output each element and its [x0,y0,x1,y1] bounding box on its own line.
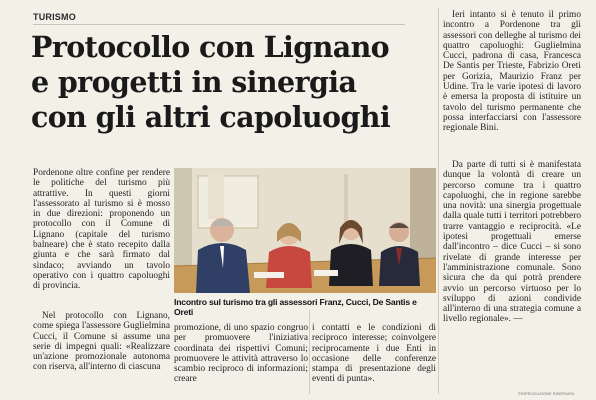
headline-line-1: Protocollo con Lignano [31,30,390,64]
middle-paragraph-1: promozione, di uno spazio congruo per promuovere l'iniziativa coordinata dei rispettivi Comuni; promuovere le attività attraverso lo scambio reciproco di informazioni; creare [174,323,308,385]
copyright-credit: ©RIPRODUZIONE RISERVATA [518,391,575,396]
middle-column-1 [174,323,308,385]
headline [31,30,411,135]
section-label: TURISMO [33,12,76,22]
middle-paragraph-2: i contatti e le condizioni di reciproco interesse; coinvolgere reciprocamente i due Enti in occasione delle conferenze stampa di presentazione degli eventi di punta». [312,323,436,385]
headline-line-3: con gli altri capoluoghi [31,100,391,134]
left-paragraph-2: Nel protocollo con Lignano, come spiega l'assessore Guglielmina Cucci, il Comune si assume una serie di impegni quali: «Realizzare un'azione promozionale autonoma con riserva, all'interno di ciascuna [33,311,170,373]
right-column [443,10,581,134]
headline-line-2: e progetti in sinergia [31,65,357,99]
column-divider [309,310,310,394]
right-paragraph-1: Ieri intanto si è tenuto il primo incontro a Pordenone tra gli assessori con delleghe al turismo dei quattro capoluoghi: Guglielmina Cucci, padrona di casa, Francesca De Santis per Trieste, Fabrizio Oreti per Gorizia, Maurizio Franz per Udine. Tra le varie ipotesi di lavoro è emersa la proposta di istituire un tavolo del turismo permanente che possa interfacciarsi con l'assessore regionale Bini. [443,10,581,134]
left-column [33,168,170,292]
right-column-continued [443,160,581,325]
column-divider [438,8,439,394]
section-rule [33,24,405,25]
left-paragraph-1: Pordenone oltre confine per rendere le politiche del turismo più attrattive. In questi giorni l'assessorato al turismo si è mosso in due direzioni: proponendo un protocollo con il Comune di Lignano (capitale del turismo balneare) che è stato recepito dalla giunta e che sarà firmato dal sindaco; avviando un tavolo operativo con i quattro capoluoghi di provincia. [33,168,170,292]
photo-caption: Incontro sul turismo tra gli assessori Franz, Cucci, De Santis e Oreti [174,297,417,317]
meeting-photo-illustration [174,168,436,293]
middle-column-2 [312,323,436,385]
left-column-continued [33,311,170,373]
right-paragraph-2: Da parte di tutti si è manifestata dunque la volontà di creare un percorso comune tra i quattro capoluoghi, che in regione sarebbe una novità: una sinergia progettuale dalla quale tutti i territori potrebbero trarre vantaggio e reciprocità. «Le ipotesi progettuali emerse dall'incontro – dice Cucci – si sono rivelate di grande interesse per l'amministrazione comunale. Sono sicura che da qui potrà prendere avvio un percorso virtuoso per lo sviluppo di azioni condivide all'interno di una strategia comune a livello regionale». — [443,160,581,325]
news-photo [174,168,436,293]
